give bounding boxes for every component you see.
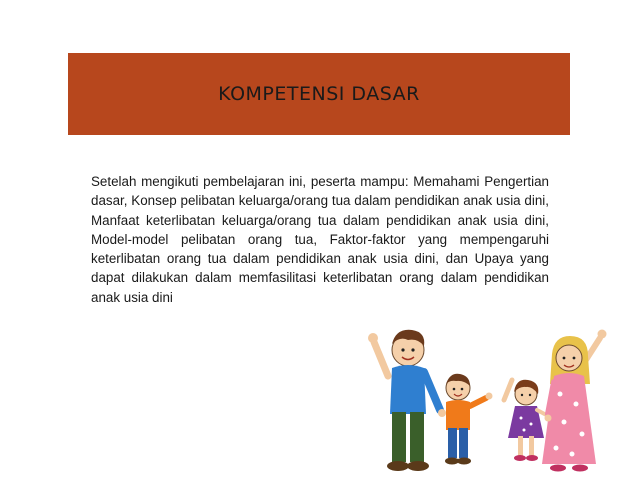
title-banner — [68, 53, 570, 135]
competency-paragraph: Setelah mengikuti pembelajaran ini, peserta mampu: Memahami Pengertian dasar, Konsep pelibatan keluarga/orang tua dalam pendidikan anak usia dini, Manfaat keterlibatan keluarga/orang tua dalam pendidikan anak usia dini, Model-model pelibatan orang tua, Faktor-faktor yang mempengaruhi keterlibatan orang tua dalam pendidikan anak usia dini, dan Upaya yang dapat dilakukan dalam memfasilitasi keterlibatan orang dalam pendidikan anak usia dini — [91, 174, 549, 305]
father-figure — [368, 330, 446, 471]
mother-figure — [542, 330, 607, 472]
boy-figure — [445, 374, 493, 465]
family-illustration-icon — [356, 314, 612, 476]
slide-title: KOMPETENSI DASAR — [218, 83, 420, 105]
